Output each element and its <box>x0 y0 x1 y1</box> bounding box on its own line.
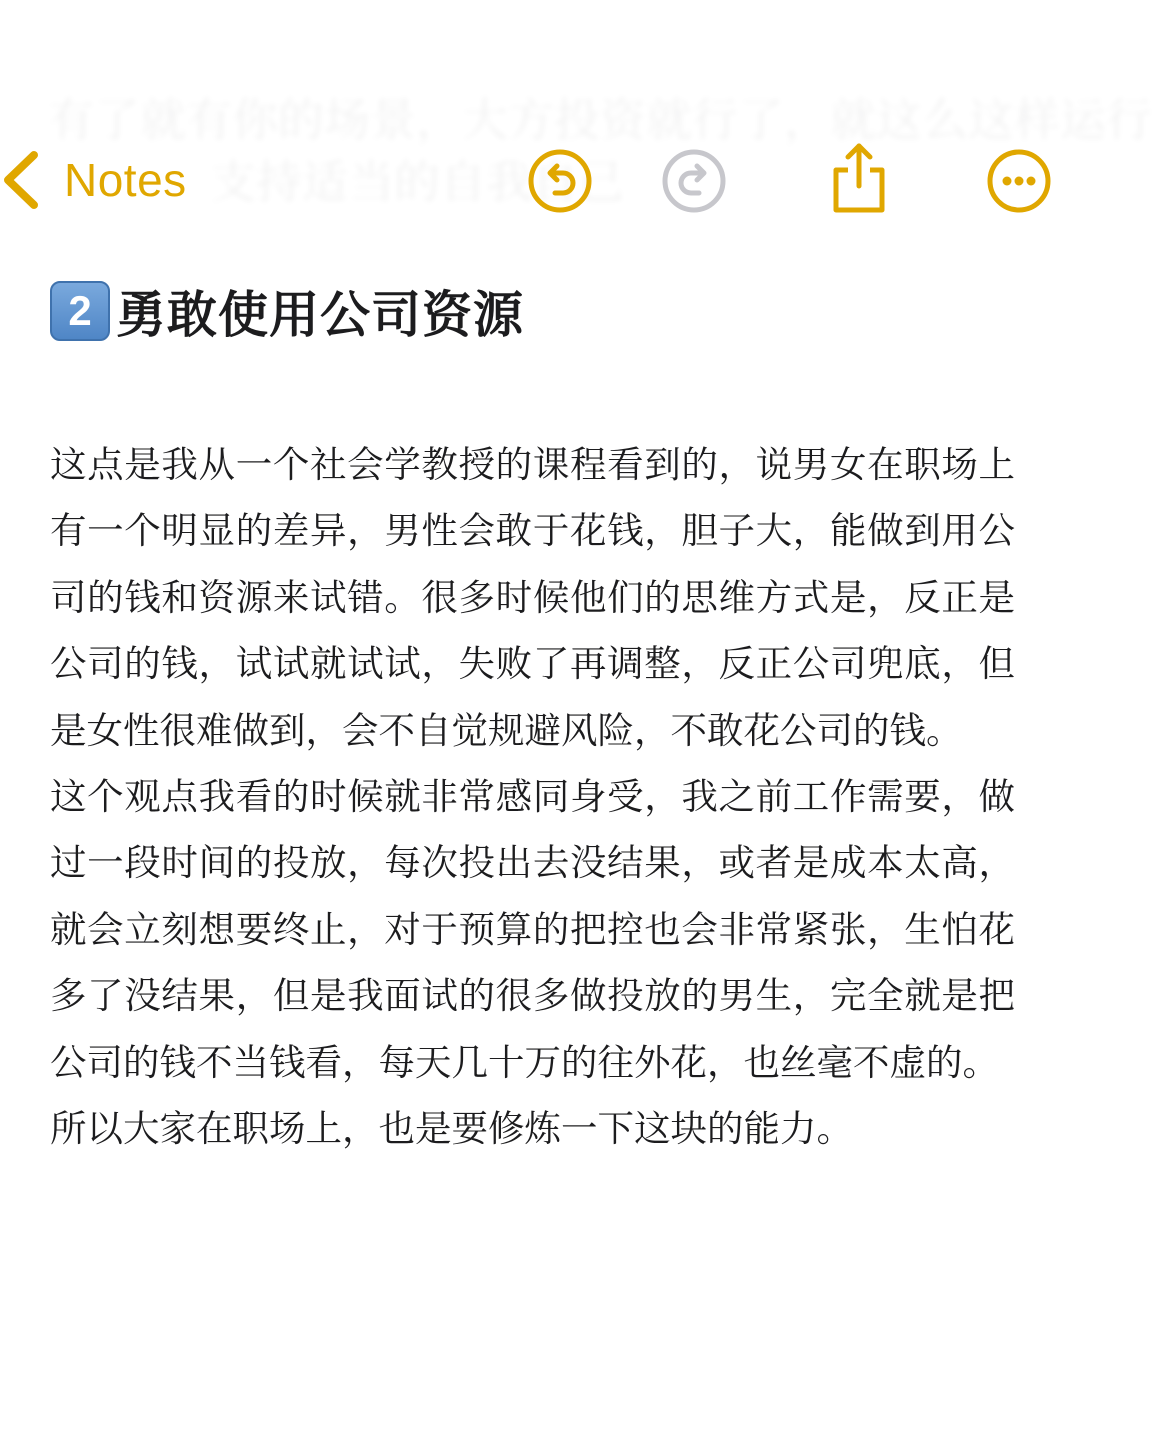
note-paragraph: 这点是我从一个社会学教授的课程看到的，说男女在职场上有一个明显的差异，男性会敢于花钱，胆子大，能做到用公司的钱和资源来试错。很多时候他们的思维方式是，反正是公司的钱，试试就试试，失败了再调整，反正公司兜底，但是女性很难做到，会不自觉规避风险，不敢花公司的钱。 <box>50 443 1015 752</box>
note-paragraph: 这个观点我看的时候就非常感同身受，我之前工作需要，做过一段时间的投放，每次投出去没结果，或者是成本太高，就会立刻想要终止，对于预算的把控也会非常紧张，生怕花多了没结果，但是我面试的很多做投放的男生，完全就是把公司的钱不当钱看，每天几十万的往外花，也丝毫不虚的。 <box>50 775 1015 1084</box>
note-paragraph: 所以大家在职场上，也是要修炼一下这块的能力。 <box>50 1107 853 1151</box>
redo-button[interactable] <box>661 148 727 214</box>
undo-icon <box>527 148 593 214</box>
chevron-left-icon <box>0 147 44 213</box>
note-body[interactable] <box>50 432 1015 1162</box>
keycap-number-badge: 2 <box>50 281 110 341</box>
scrolled-text-line: 有了就有你的场景，大方投资就行了，就这么这样运行 <box>48 93 1152 147</box>
scrolled-text-line: 支持适当的自我自己 <box>210 155 624 209</box>
back-to-notes-button[interactable] <box>0 140 187 220</box>
note-heading <box>50 276 524 346</box>
more-options-button[interactable] <box>986 148 1052 214</box>
share-icon <box>826 140 892 216</box>
undo-button[interactable] <box>527 148 593 214</box>
redo-icon <box>661 148 727 214</box>
share-button[interactable] <box>826 140 892 216</box>
back-label: Notes <box>64 154 187 206</box>
heading-text: 勇敢使用公司资源 <box>116 286 524 344</box>
more-icon <box>986 148 1052 214</box>
